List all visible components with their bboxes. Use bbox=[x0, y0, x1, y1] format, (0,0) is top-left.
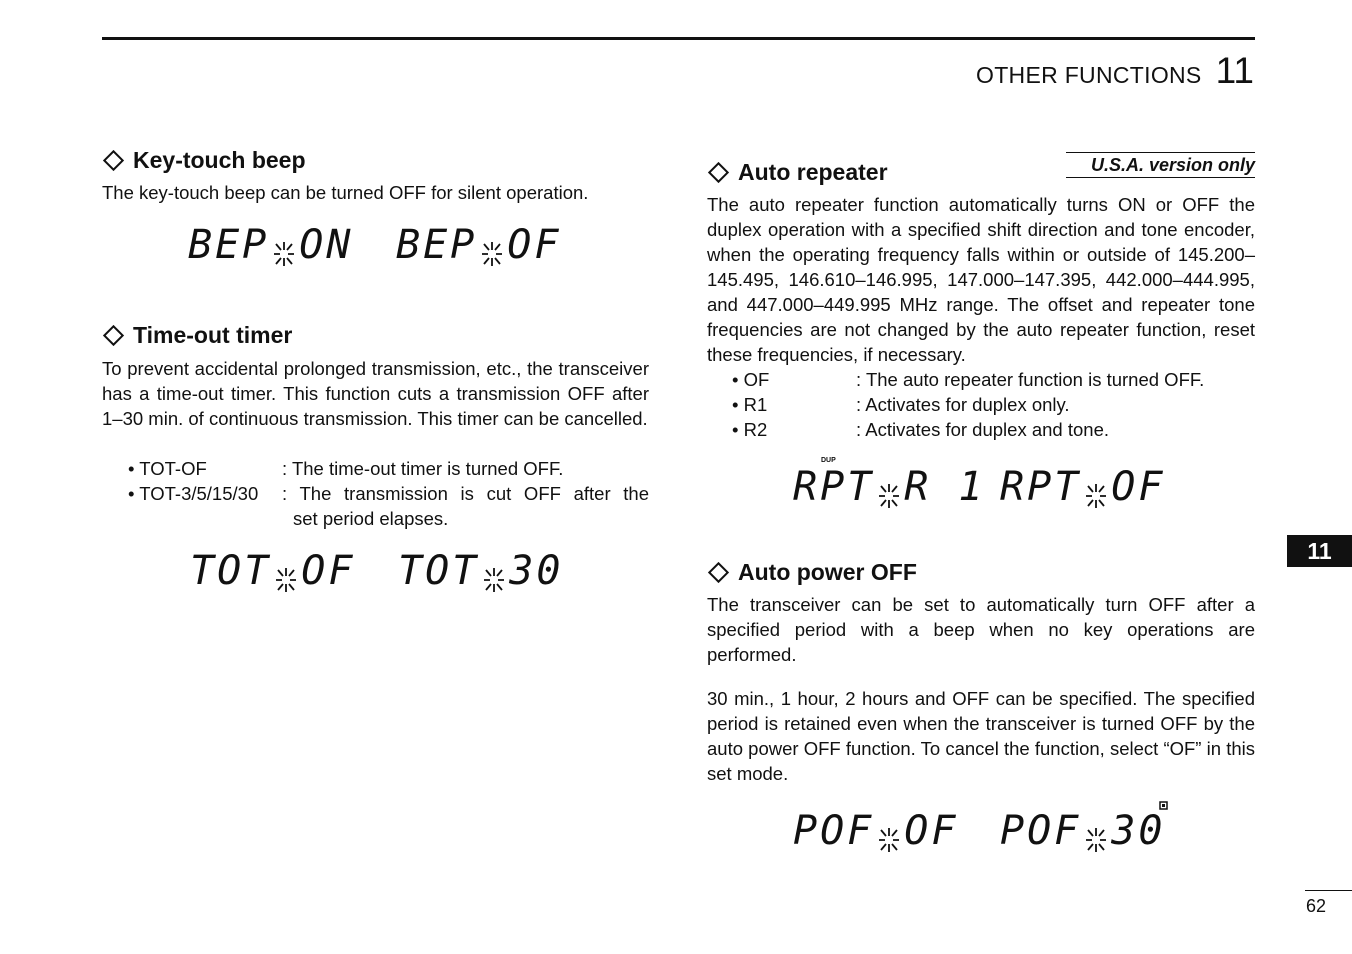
time-out-timer-heading bbox=[102, 322, 292, 349]
lcd-separator-icon bbox=[876, 481, 902, 511]
lcd-separator-icon bbox=[1083, 481, 1109, 511]
auto-power-off-body-2: 30 min., 1 hour, 2 hours and OFF can be specified. The specified period is retained even when the transceiver is turned OFF by the auto power OFF function. To cancel the function, select “OF” in this set mode. bbox=[707, 688, 1255, 784]
diamond-icon bbox=[708, 162, 729, 183]
option-key: • OF bbox=[732, 369, 770, 390]
lcd-display-rpt-off bbox=[1000, 464, 1165, 511]
option-desc: : The transmission is cut OFF after the bbox=[282, 483, 649, 504]
lcd-separator-icon bbox=[876, 825, 902, 855]
key-touch-beep-body: The key-touch beep can be turned OFF for silent operation. bbox=[102, 182, 589, 203]
page-number: 62 bbox=[1306, 896, 1327, 916]
section-title: Auto repeater bbox=[738, 159, 888, 185]
lcd-display-tot-30 bbox=[398, 548, 563, 595]
key-touch-beep-heading bbox=[102, 147, 306, 174]
lcd-display-pof-off bbox=[793, 808, 958, 855]
option-row bbox=[732, 417, 1109, 442]
page-number-rule bbox=[1305, 890, 1352, 891]
auto-power-off-body-1: The transceiver can be set to automatically turn OFF after a specified period with a beep when no key operations are performed. bbox=[707, 594, 1255, 665]
lcd-display-tot-off bbox=[190, 548, 355, 595]
option-desc: : The auto repeater function is turned OFF. bbox=[856, 369, 1205, 390]
option-key: • R1 bbox=[732, 394, 768, 415]
auto-repeater-heading bbox=[707, 159, 888, 186]
option-desc: : The time-out timer is turned OFF. bbox=[282, 458, 564, 479]
option-row bbox=[732, 367, 1204, 392]
lcd-segment: POF bbox=[1000, 808, 1082, 854]
lcd-segment: 30 bbox=[509, 548, 564, 594]
option-row bbox=[128, 506, 448, 531]
chapter-tab: 11 bbox=[1287, 535, 1352, 567]
usa-version-note: U.S.A. version only bbox=[1066, 152, 1255, 178]
lcd-segment: RPT bbox=[793, 464, 875, 510]
lcd-display-beep bbox=[188, 222, 353, 269]
section-title: Time-out timer bbox=[133, 322, 293, 348]
lcd-segment: OF bbox=[507, 222, 562, 268]
lcd-segment: OF bbox=[301, 548, 356, 594]
dup-indicator: DUP bbox=[821, 457, 836, 464]
option-row bbox=[128, 456, 563, 481]
timer-indicator-icon bbox=[1159, 801, 1168, 810]
option-row bbox=[732, 392, 1070, 417]
lcd-separator-icon bbox=[273, 565, 299, 595]
option-desc: : Activates for duplex and tone. bbox=[856, 419, 1109, 440]
time-out-timer-body: To prevent accidental prolonged transmission, etc., the transceiver has a time-out timer. This function cuts a transmission OFF after 1–30 min. of continuous transmission. This timer can be cancelled. bbox=[102, 358, 649, 429]
section-title: Auto power OFF bbox=[738, 559, 917, 585]
lcd-segment: BEP bbox=[188, 222, 270, 268]
option-key bbox=[128, 506, 293, 531]
auto-power-off-heading bbox=[707, 559, 917, 586]
lcd-segment: BEP bbox=[396, 222, 478, 268]
header-title: OTHER FUNCTIONS bbox=[976, 62, 1202, 88]
option-key: • TOT-3/5/15/30 bbox=[128, 483, 259, 504]
lcd-segment: OF bbox=[1111, 464, 1166, 510]
lcd-separator-icon bbox=[481, 565, 507, 595]
lcd-segment: 30 bbox=[1111, 808, 1166, 854]
lcd-separator-icon bbox=[479, 239, 505, 269]
lcd-segment: RPT bbox=[1000, 464, 1082, 510]
lcd-segment: R 1 bbox=[904, 464, 986, 510]
lcd-segment: OF bbox=[904, 808, 959, 854]
diamond-icon bbox=[103, 150, 124, 171]
lcd-separator-icon bbox=[1083, 825, 1109, 855]
lcd-display-rpt-r1 bbox=[793, 464, 986, 511]
lcd-segment: TOT bbox=[398, 548, 480, 594]
option-key: • R2 bbox=[732, 419, 768, 440]
option-row bbox=[128, 481, 649, 506]
option-desc: : Activates for duplex only. bbox=[856, 394, 1070, 415]
lcd-segment: TOT bbox=[190, 548, 272, 594]
lcd-display-pof-30 bbox=[1000, 808, 1165, 855]
auto-repeater-body: The auto repeater function automatically turns ON or OFF the duplex operation with a specified shift direction and tone encoder, when the operating frequency falls within or outside of 145.200–145.495, 146.610–146.995, 147.000–147.395, 442.000–444.995, and 447.000–449.995 MHz range. The offset and repeater tone frequencies are not changed by the auto repeater function, reset these frequencies, if necessary. bbox=[707, 194, 1255, 365]
option-key: • TOT-OF bbox=[128, 458, 207, 479]
lcd-display-beep-off bbox=[396, 222, 561, 269]
lcd-separator-icon bbox=[271, 239, 297, 269]
chapter-number: 11 bbox=[1215, 50, 1254, 91]
page-header bbox=[976, 50, 1254, 92]
top-rule bbox=[102, 37, 1255, 40]
option-desc: set period elapses. bbox=[293, 508, 449, 529]
lcd-segment: ON bbox=[299, 222, 354, 268]
section-title: Key-touch beep bbox=[133, 147, 306, 173]
diamond-icon bbox=[103, 325, 124, 346]
diamond-icon bbox=[708, 562, 729, 583]
lcd-segment: POF bbox=[793, 808, 875, 854]
